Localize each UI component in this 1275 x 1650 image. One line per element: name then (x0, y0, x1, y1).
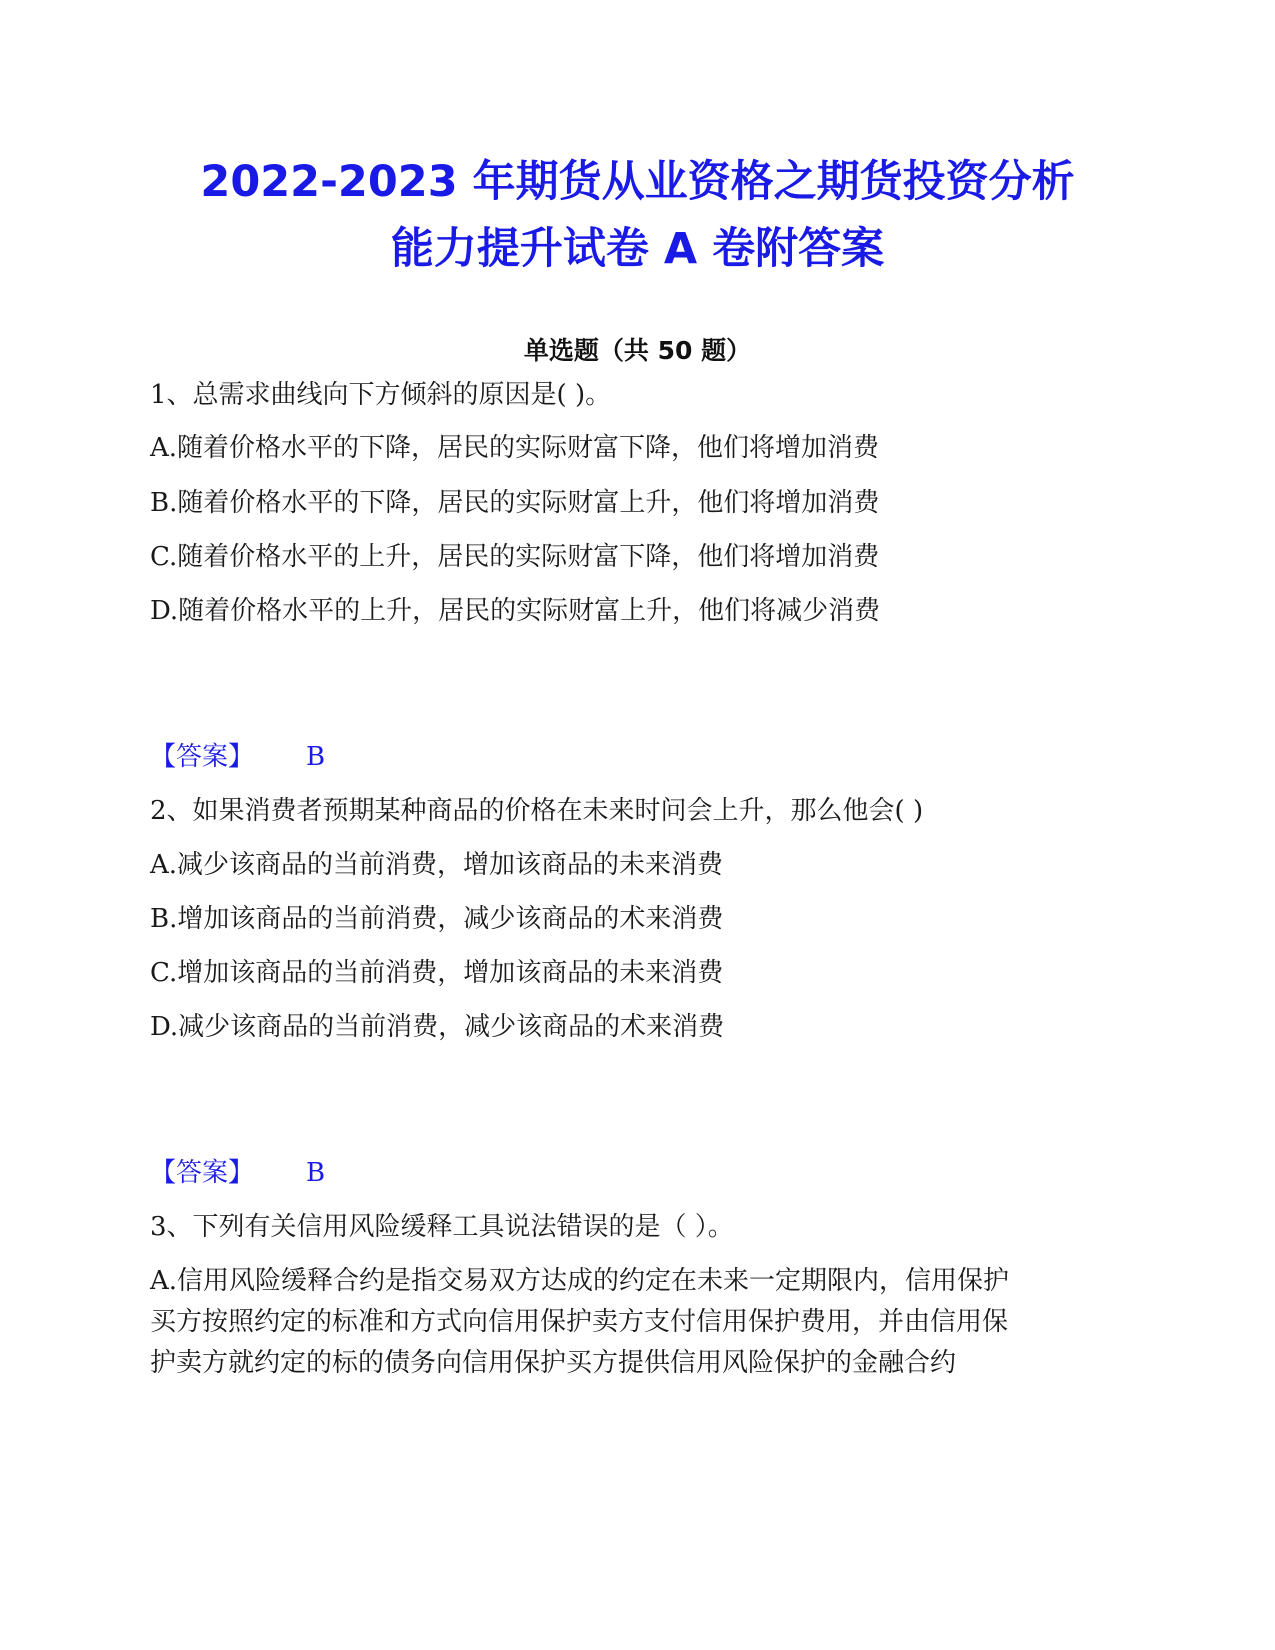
section-heading: 单选题（共 50 题） (523, 336, 752, 365)
document-title-line-1: 2022-2023 年期货从业资格之期货投资分析 (200, 157, 1075, 207)
question-1-option-b: B.随着价格水平的下降，居民的实际财富上升，他们将增加消费 (150, 488, 880, 518)
answer-label: 【答案】 (150, 1158, 255, 1188)
question-2-option-a: A.减少该商品的当前消费，增加该商品的未来消费 (150, 850, 724, 880)
question-3-option-a-line-2: 买方按照约定的标准和方式向信用保护卖方支付信用保护费用，并由信用保 (150, 1307, 1009, 1337)
question-3-option-a-line-3: 护卖方就约定的标的债务向信用保护买方提供信用风险保护的金融合约 (150, 1348, 957, 1378)
document-title-line-2: 能力提升试卷 A 卷附答案 (390, 224, 885, 274)
question-3-stem: 3、下列有关信用风险缓释工具说法错误的是（ ）。 (150, 1212, 734, 1242)
question-1-option-d: D.随着价格水平的上升，居民的实际财富上升，他们将减少消费 (150, 596, 881, 626)
question-1-stem: 1、总需求曲线向下方倾斜的原因是( )。 (150, 380, 612, 410)
question-1-answer (150, 744, 325, 770)
question-1-option-a: A.随着价格水平的下降，居民的实际财富下降，他们将增加消费 (150, 433, 880, 463)
question-2-answer (150, 1160, 325, 1186)
answer-label: 【答案】 (150, 742, 255, 772)
question-1-option-c: C.随着价格水平的上升，居民的实际财富下降，他们将增加消费 (150, 542, 880, 572)
question-2-option-b: B.增加该商品的当前消费，减少该商品的术来消费 (150, 904, 724, 934)
question-3-option-a-line-1: A.信用风险缓释合约是指交易双方达成的约定在未来一定期限内，信用保护 (150, 1266, 1010, 1296)
question-2-option-d: D.减少该商品的当前消费，减少该商品的术来消费 (150, 1012, 725, 1042)
answer-value: B (306, 1158, 326, 1188)
answer-value: B (306, 742, 326, 772)
question-2-option-c: C.增加该商品的当前消费，增加该商品的未来消费 (150, 958, 724, 988)
question-2-stem: 2、如果消费者预期某种商品的价格在未来时问会上升，那么他会( ) (150, 796, 924, 826)
